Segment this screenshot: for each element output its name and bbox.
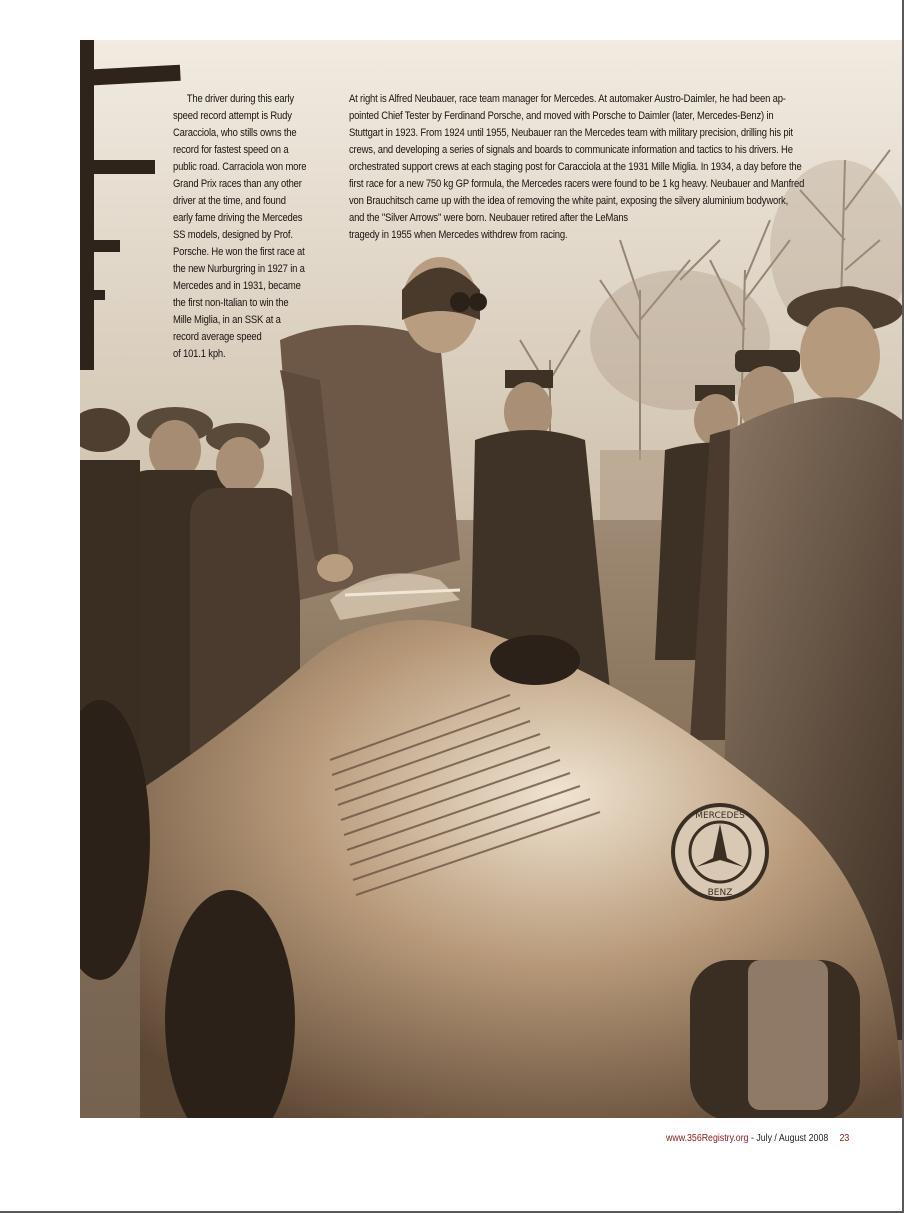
caption-right-line: first race for a new 750 kg GP formula, the Mercedes racers were found to be 1 kg heavy. Neubauer and Manfred <box>349 178 805 190</box>
caption-left-line: record for fastest speed on a <box>173 144 289 156</box>
caption-left-line: driver at the time, and found <box>173 195 286 207</box>
grille-mesh <box>748 960 828 1110</box>
caption-left-line: speed record attempt is Rudy <box>173 110 292 122</box>
svg-text:BENZ: BENZ <box>707 888 733 898</box>
caption-left-line: SS models, designed by Prof. <box>173 229 293 241</box>
page-footer <box>666 1133 849 1144</box>
caption-right-line: crews, and developing a series of signals and boards to communicate information and tactics to his drivers. He <box>349 144 793 156</box>
caption-left-line: Porsche. He won the first race at <box>173 246 305 258</box>
caption-right-line: Stuttgart in 1923. From 1924 until 1955, Neubauer ran the Mercedes team with military precision, drilling his pit <box>349 127 793 139</box>
caption-right-line: At right is Alfred Neubauer, race team manager for Mercedes. At automaker Austro-Daimler, he had been ap- <box>349 93 786 105</box>
footer-url[interactable]: www.356Registry.org <box>666 1133 749 1144</box>
caption-left-line: Caracciola, who stills owns the <box>173 127 297 139</box>
far-wheel <box>490 635 580 685</box>
caption-right-line: pointed Chief Tester by Ferdinand Porsche, and moved with Porsche to Daimler (later, Mercedes-Benz) in <box>349 110 774 122</box>
caption-left-line: public road. Carraciola won more <box>173 161 307 173</box>
caption-right-line: and the "Silver Arrows" were born. Neubauer retired after the LeMans <box>349 212 628 224</box>
mercedes-badge <box>673 805 767 899</box>
caption-left <box>173 91 334 363</box>
caption-right-line: von Brauchitsch came up with the idea of removing the white paint, exposing the silvery aluminium bodywork, <box>349 195 789 207</box>
caption-left-line: of 101.1 kph. <box>173 348 226 360</box>
svg-text:MERCEDES: MERCEDES <box>695 811 745 821</box>
caption-left-line: the first non-Italian to win the <box>173 297 289 309</box>
caption-left-line: Mercedes and in 1931, became <box>173 280 301 292</box>
caption-left-line: early fame driving the Mercedes <box>173 212 303 224</box>
caption-left-line: Mille Miglia, in an SSK at a <box>173 314 281 326</box>
footer-issue: - July / August 2008 <box>750 1133 829 1144</box>
page-number: 23 <box>839 1133 850 1144</box>
caption-right-line: orchestrated support crews at each staging post for Caracciola at the 1931 Mille Miglia. In 1934, a day before the <box>349 161 802 173</box>
caption-right-line: tragedy in 1955 when Mercedes withdrew from racing. <box>349 229 568 241</box>
caption-left-line: record average speed <box>173 331 262 343</box>
caption-right <box>349 91 856 244</box>
caption-left-line: the new Nurburgring in 1927 in a <box>173 263 305 275</box>
caption-left-line: Grand Prix races than any other <box>173 178 302 190</box>
caption-left-line: The driver during this early <box>186 93 294 105</box>
